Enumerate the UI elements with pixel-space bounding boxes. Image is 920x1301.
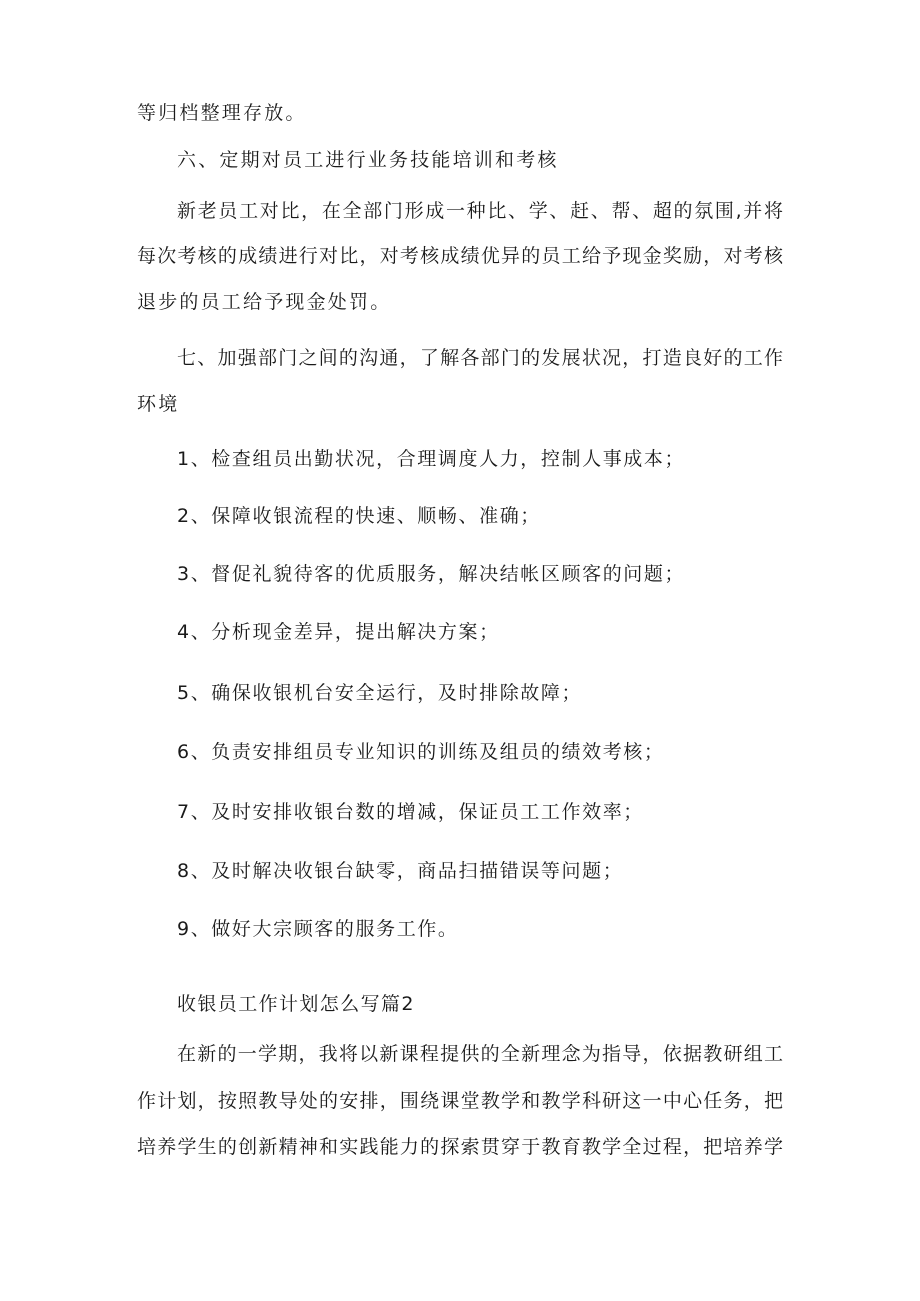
list-item: 9、做好大宗顾客的服务工作。 (177, 918, 459, 940)
list-item: 4、分析现金差异，提出解决方案； (177, 621, 500, 643)
text-line: 培养学生的创新精神和实践能力的探索贯穿于教育教学全过程，把培养学 (137, 1136, 783, 1158)
text-line: 等归档整理存放。 (137, 102, 307, 124)
list-item: 6、负责安排组员专业知识的训练及组员的绩效考核； (177, 741, 665, 763)
list-item: 8、及时解决收银台缺零，商品扫描错误等问题； (177, 860, 624, 882)
text-line: 在新的一学期，我将以新课程提供的全新理念为指导，依据教研组工 (177, 1043, 783, 1065)
list-item: 2、保障收银流程的快速、顺畅、准确； (177, 505, 541, 527)
text-line: 环境 (137, 393, 180, 415)
list-item: 5、确保收银机台安全运行，及时排除故障； (177, 682, 583, 704)
section-heading-six: 六、定期对员工进行业务技能培训和考核 (177, 149, 559, 171)
section-heading-seven: 七、加强部门之间的沟通，了解各部门的发展状况，打造良好的工作 (177, 347, 783, 369)
text-line: 作计划，按照教导处的安排，围绕课堂教学和教学科研这一中心任务，把 (137, 1090, 783, 1112)
text-line: 新老员工对比，在全部门形成一种比、学、赶、帮、超的氛围,并将 (177, 200, 783, 222)
section-title: 收银员工作计划怎么写篇2 (177, 993, 415, 1015)
list-item: 7、及时安排收银台数的增减，保证员工工作效率； (177, 801, 644, 823)
text-line: 退步的员工给予现金处罚。 (137, 291, 392, 313)
text-line: 每次考核的成绩进行对比，对考核成绩优异的员工给予现金奖励，对考核 (137, 245, 783, 267)
list-item: 3、督促礼貌待客的优质服务，解决结帐区顾客的问题； (177, 563, 686, 585)
list-item: 1、检查组员出勤状况，合理调度人力，控制人事成本； (177, 448, 686, 470)
